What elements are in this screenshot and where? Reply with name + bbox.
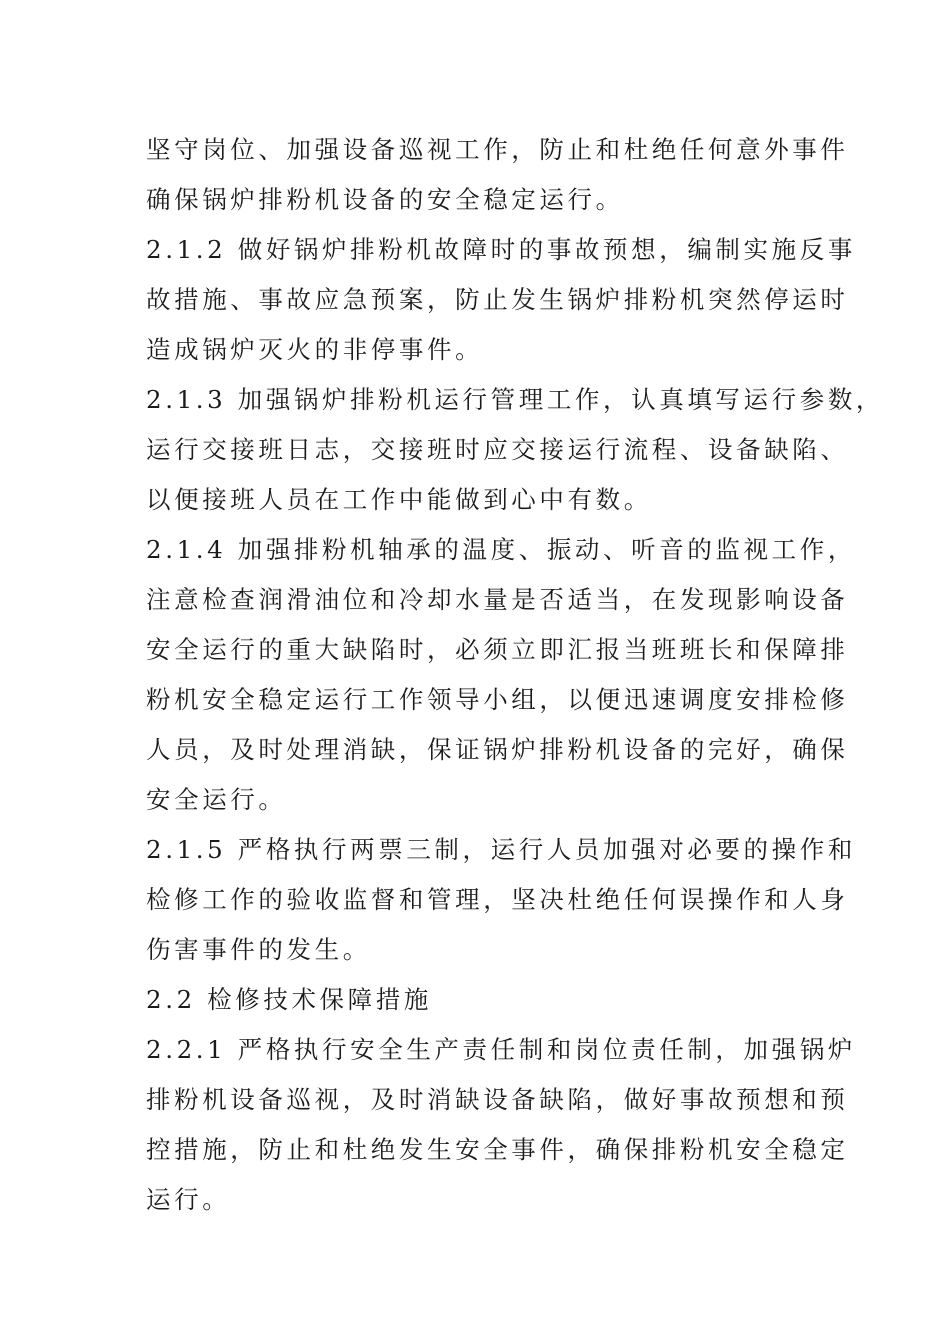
text-line: 坚守岗位、加强设备巡视工作，防止和杜绝任何意外事件 [146,135,849,164]
section-2-1-3-line: 2.1.3 加强锅炉排粉机运行管理工作，认真填写运行参数， [146,385,885,414]
section-2-1-5-line: 2.1.5 严格执行两票三制，运行人员加强对必要的操作和 [146,835,856,864]
text-line: 粉机安全稳定运行工作领导小组，以便迅速调度安排检修 [146,685,849,714]
section-2-1-2-line: 2.1.2 做好锅炉排粉机故障时的事故预想，编制实施反事 [146,235,856,264]
section-2-2-1-line: 2.2.1 严格执行安全生产责任制和岗位责任制，加强锅炉 [146,1035,856,1064]
section-2-1-4-line: 2.1.4 加强排粉机轴承的温度、振动、听音的监视工作， [146,535,856,564]
text-line: 安全运行。 [146,785,287,814]
text-line: 人员，及时处理消缺，保证锅炉排粉机设备的完好，确保 [146,735,849,764]
section-2-2-heading: 2.2 检修技术保障措施 [146,985,432,1014]
text-line: 控措施，防止和杜绝发生安全事件，确保排粉机安全稳定 [146,1135,849,1164]
text-line: 检修工作的验收监督和管理，坚决杜绝任何误操作和人身 [146,885,849,914]
text-line: 运行。 [146,1185,231,1214]
text-line: 故措施、事故应急预案，防止发生锅炉排粉机突然停运时 [146,285,849,314]
text-line: 安全运行的重大缺陷时，必须立即汇报当班班长和保障排 [146,635,849,664]
text-line: 造成锅炉灭火的非停事件。 [146,335,484,364]
text-line: 注意检查润滑油位和冷却水量是否适当，在发现影响设备 [146,585,849,614]
text-line: 运行交接班日志，交接班时应交接运行流程、设备缺陷、 [146,435,849,464]
text-line: 排粉机设备巡视，及时消缺设备缺陷，做好事故预想和预 [146,1085,849,1114]
text-line: 以便接班人员在工作中能做到心中有数。 [146,485,652,514]
text-line: 确保锅炉排粉机设备的安全稳定运行。 [146,185,624,214]
text-line: 伤害事件的发生。 [146,935,371,964]
